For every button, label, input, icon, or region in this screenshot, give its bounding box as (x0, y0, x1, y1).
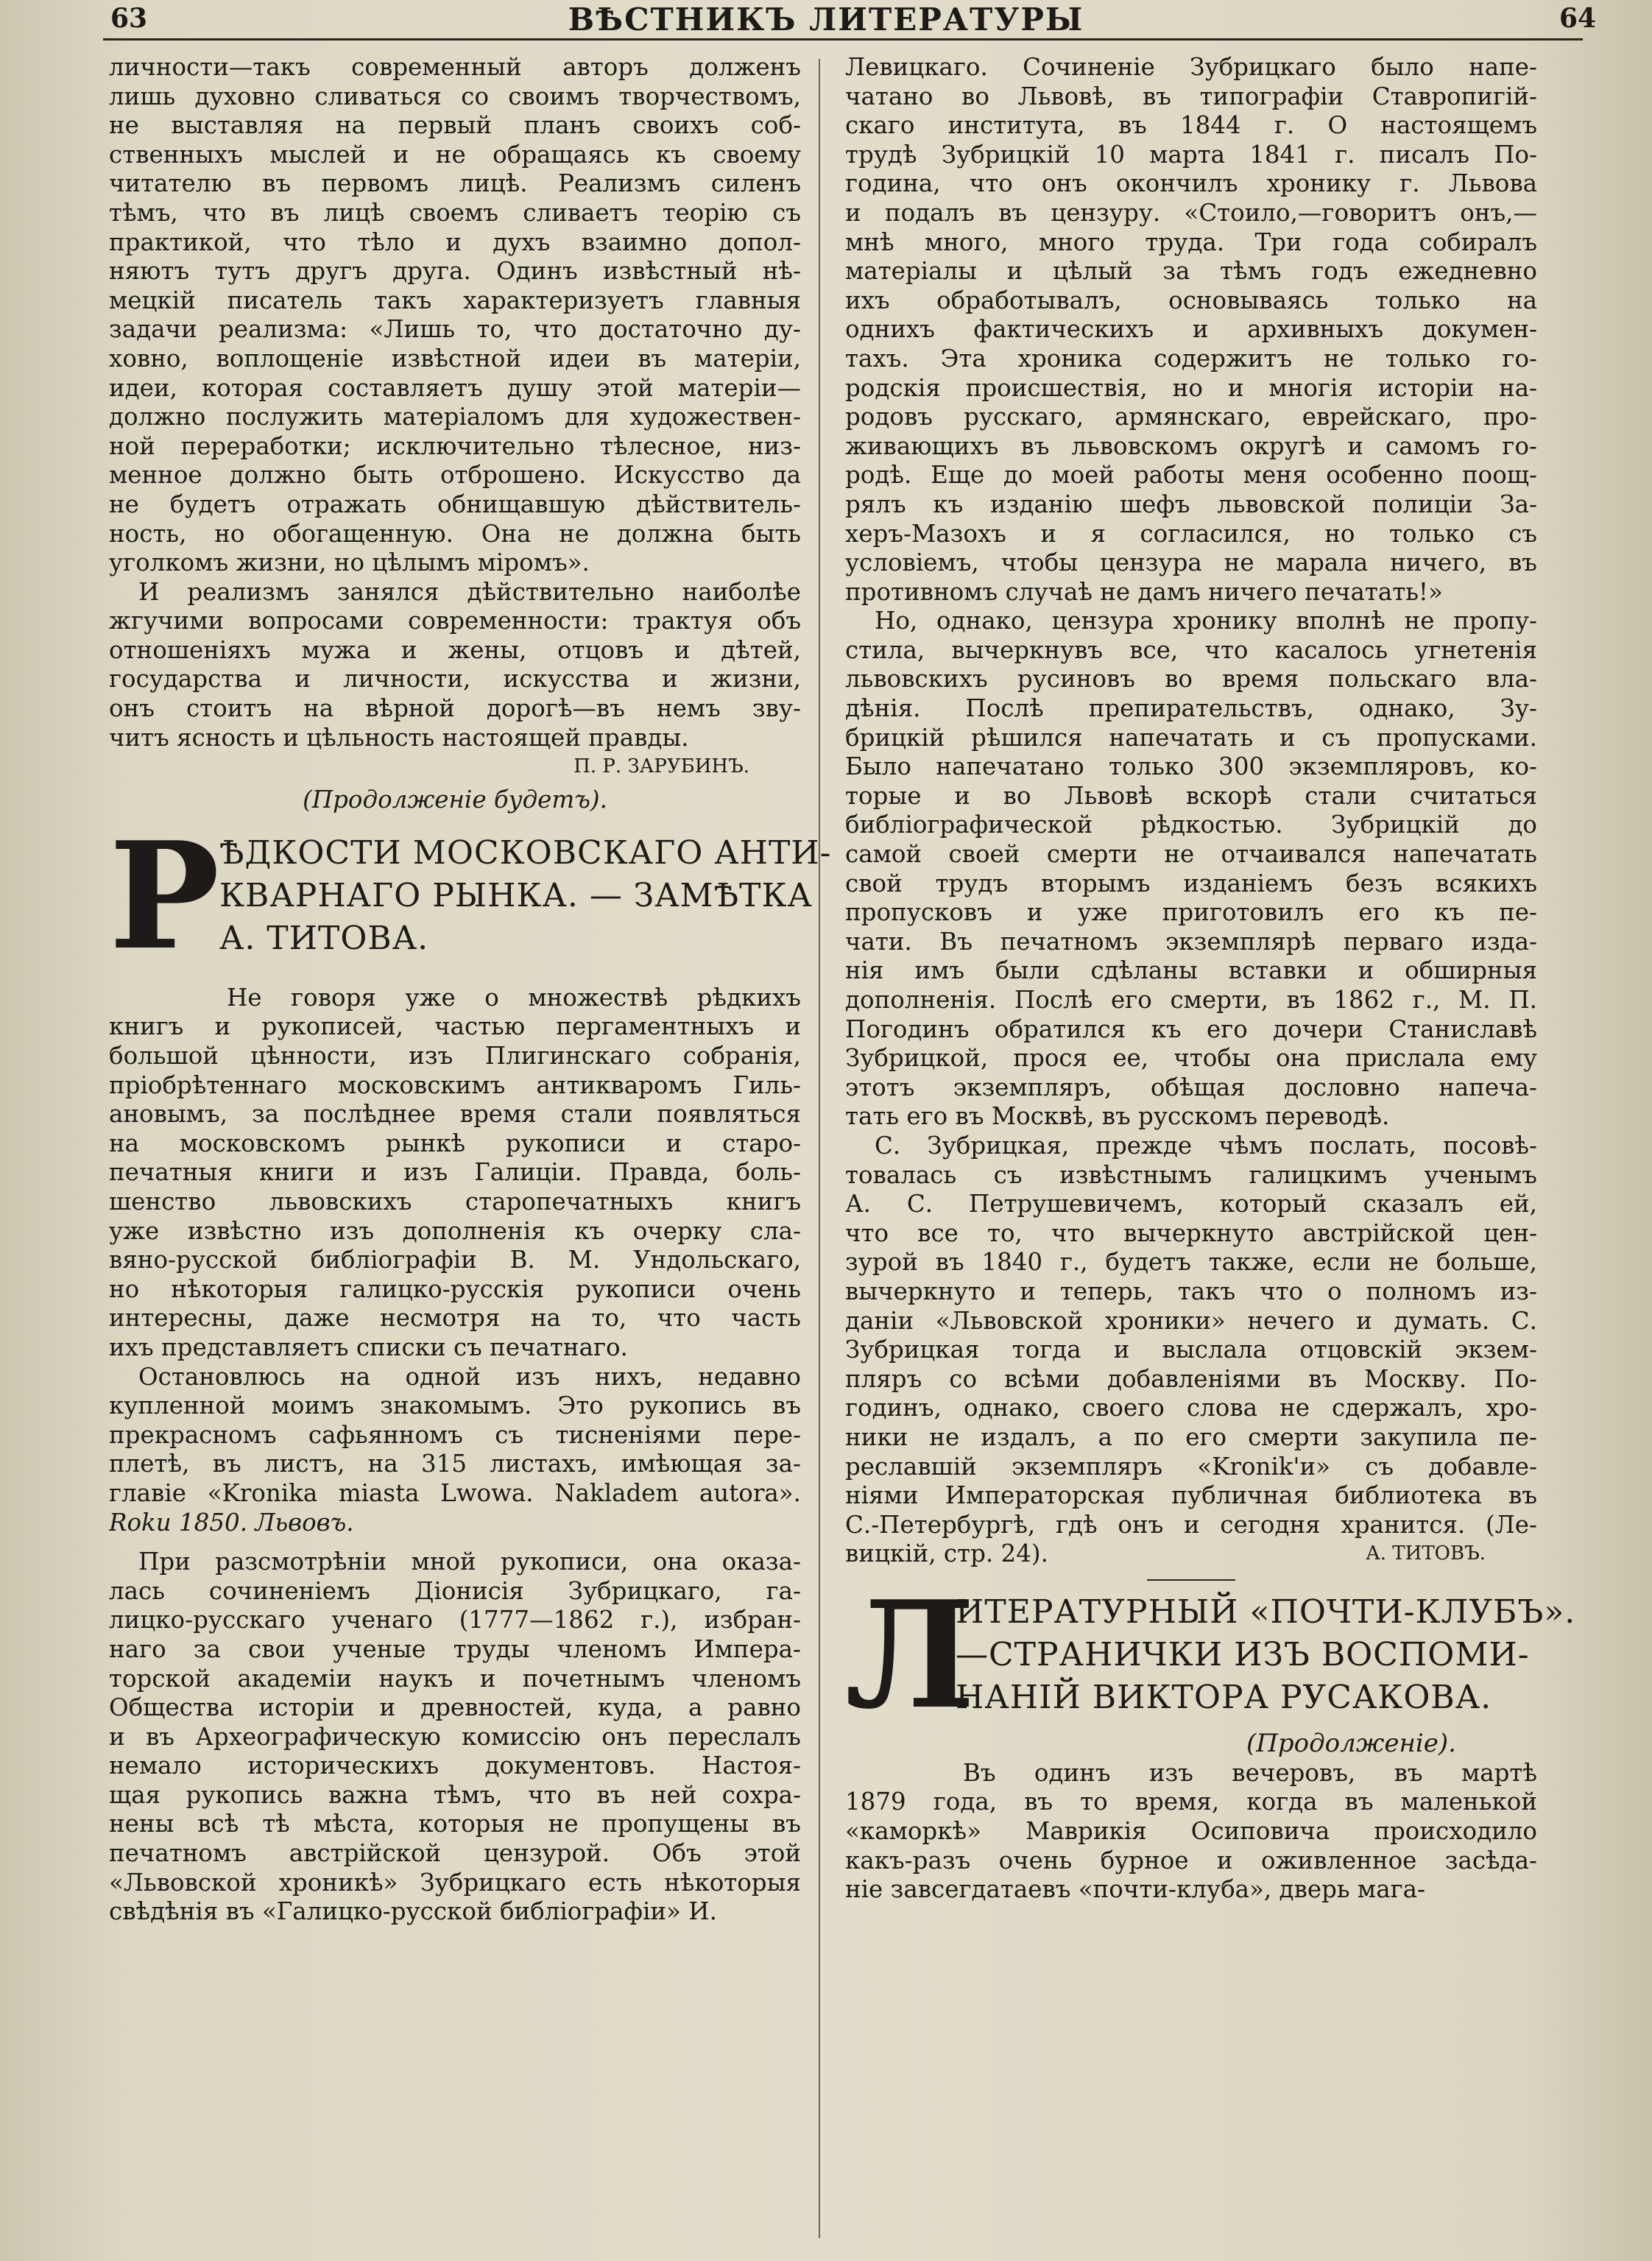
titov-article (109, 809, 832, 1927)
text-line: Въ одинъ изъ вечеровъ, въ мартѣ (963, 1758, 1537, 1787)
left-column (109, 53, 832, 1927)
text-line: самой своей смерти не отчаивался напечатать (845, 840, 1537, 869)
text-line: Левицкаго. Сочиненіе Зубрицкаго было напе- (845, 53, 1537, 81)
text-line: щая рукопись важна тѣмъ, что въ ней сохра- (109, 1780, 801, 1809)
text-line: трудѣ Зубрицкій 10 марта 1841 г. писалъ По- (845, 140, 1537, 169)
text-line: жгучими вопросами современности: трактуя объ (109, 607, 801, 635)
text-line: Было напечатано только 300 экземпляровъ, ко- (845, 752, 1537, 781)
text-line: И реализмъ занялся дѣйствительно наиболѣе (138, 577, 801, 606)
text-line: и въ Археографическую комиссію онъ переслалъ (109, 1722, 801, 1751)
text-line: шенство львовскихъ старопечатныхъ книгъ (109, 1188, 801, 1216)
text-line: Общества исторіи и древностей, куда, а равно (109, 1693, 801, 1722)
text-line: Зубрицкой, прося ее, чтобы она прислала ему (845, 1044, 1537, 1073)
text-line: годинъ, однако, своего слова не сдержалъ, хро- (845, 1394, 1537, 1422)
text-line: скаго института, въ 1844 г. О настоящемъ (845, 111, 1537, 140)
text-line: онъ стоитъ на вѣрной дорогѣ—въ немъ зву- (109, 694, 801, 723)
text-line: вычеркнуто и теперь, такъ что о полномъ из- (845, 1277, 1537, 1305)
text-line: печатномъ австрійской цензурой. Объ этой (109, 1839, 801, 1868)
text-line: однихъ фактическихъ и архивныхъ докумен- (845, 315, 1537, 344)
text-line: мецкій писатель такъ характеризуетъ главныя (109, 286, 801, 314)
text-line: С.-Петербургѣ, гдѣ онъ и сегодня хранится. (Ле- (845, 1510, 1537, 1539)
text-line: условіемъ, чтобы цензура не марала ничего, въ (845, 549, 1537, 577)
text-line: библіографической рѣдкостью. Зубрицкій до (845, 811, 1537, 839)
text-line: печатныя книги и изъ Галиціи. Правда, боль- (109, 1158, 801, 1187)
text-line: не будетъ отражать обнищавшую дѣйствитель- (109, 490, 801, 518)
text-line: Не говоря уже о множествѣ рѣдкихъ (227, 983, 801, 1012)
text-line: ніе завсегдатаевъ «почти-клуба», дверь мага- (845, 1875, 1425, 1904)
title-line: НАНІЙ ВИКТОРА РУСАКОВА. (956, 1678, 1492, 1716)
text-line: година, что онъ окончилъ хронику г. Львова (845, 169, 1537, 198)
text-line: зурой въ 1840 г., будетъ также, если не больше, (845, 1248, 1537, 1277)
text-line: чати. Въ печатномъ экземплярѣ перваго изда- (845, 927, 1537, 956)
text-line: 1879 года, въ то время, когда въ маленькой (845, 1788, 1537, 1816)
paragraph (109, 1548, 801, 1927)
text-line: этотъ экземпляръ, обѣщая дословно напеча- (845, 1073, 1537, 1101)
text-line: Зубрицкая тогда и выслала отцовскій экзем- (845, 1336, 1537, 1364)
text-line: немало историческихъ документовъ. Настоя- (109, 1752, 801, 1780)
text-line: даніи «Львовской хроники» нечего и думать. С. (845, 1306, 1537, 1335)
text-line: отношеніяхъ мужа и жены, отцовъ и дѣтей, (109, 635, 801, 664)
paragraph (109, 984, 801, 1363)
text-line: менное должно быть отброшено. Искусство да (109, 461, 801, 490)
text-line: дѣнія. Послѣ препирательствъ, однако, Зу- (845, 694, 1537, 723)
text-line: лицко-русскаго ученаго (1777—1862 г.), избран- (109, 1606, 801, 1634)
text-line: читателю въ первомъ лицѣ. Реализмъ силенъ (109, 169, 801, 198)
text-line: читъ ясность и цѣльность настоящей правды. (109, 723, 689, 752)
text-line: няютъ тутъ другъ друга. Одинъ извѣстный нѣ- (109, 257, 801, 286)
text-line: родовъ русскаго, армянскаго, еврейскаго, про- (845, 403, 1537, 431)
text-line: А. С. Петрушевичемъ, который сказалъ ей, (845, 1190, 1537, 1218)
text-line: ховно, воплощеніе извѣстной идеи въ матеріи, (109, 344, 801, 373)
title-line: КВАРНАГО РЫНКА. — ЗАМѢТКА (219, 876, 813, 914)
drop-cap: Р (109, 809, 220, 983)
text-line: ной переработки; исключительно тѣлесное, низ- (109, 431, 801, 460)
author-signature: П. Р. ЗАРУБИНЪ. (573, 755, 749, 778)
paragraph (845, 1759, 1537, 1905)
text-line: главіе «Kronika miasta Lwowa. Nakladem autora». (109, 1478, 801, 1507)
text-line: пропусковъ и уже приготовилъ его къ пе- (845, 898, 1537, 927)
text-line: торской академіи наукъ и почетнымъ членомъ (109, 1664, 801, 1693)
text-line: матеріалы и цѣлый за тѣмъ годъ ежедневно (845, 257, 1537, 286)
paragraph (845, 1132, 1537, 1569)
text-line: ихъ представляетъ списки съ печатнаго. (109, 1333, 628, 1361)
text-line: мнѣ много, много труда. Три года собиралъ (845, 227, 1537, 256)
text-line: Остановлюсь на одной изъ нихъ, недавно (138, 1362, 801, 1391)
running-head (0, 0, 1652, 44)
text-line: не выставляя на первый планъ своихъ соб- (109, 111, 801, 140)
text-line: на московскомъ рынкѣ рукописи и старо- (109, 1129, 801, 1157)
text-line: Погодинъ обратился къ его дочери Станиславѣ (845, 1015, 1537, 1043)
text-line: брицкій рѣшился напечатать и съ пропусками. (845, 723, 1537, 752)
text-line: уже извѣстно изъ дополненія къ очерку сла- (109, 1216, 801, 1245)
text-line: практикой, что тѣло и духъ взаимно допол- (109, 227, 801, 256)
author-signature: А. ТИТОВЪ. (1366, 1542, 1486, 1565)
text-line: дополненія. Послѣ его смерти, въ 1862 г., М. П. (845, 986, 1537, 1014)
text-line: задачи реализма: «Лишь то, что достаточно ду- (109, 315, 801, 344)
text-line: нены всѣ тѣ мѣста, которыя не пропущены въ (109, 1810, 801, 1838)
text-line: «Львовской хроникѣ» Зубрицкаго есть нѣкоторыя (109, 1868, 801, 1897)
text-line: прекрасномъ сафьянномъ съ тисненіями пере- (109, 1420, 801, 1449)
text-line: Но, однако, цензура хронику вполнѣ не пропу- (875, 607, 1537, 635)
text-line: и подалъ въ цензуру. «Стоило,—говоритъ онъ,— (845, 198, 1537, 227)
title-line: А. ТИТОВА. (219, 919, 429, 957)
zarubin-article-end (109, 53, 801, 817)
text-line: большой цѣнности, изъ Плигинскаго собранія, (109, 1042, 801, 1070)
rusakov-article (845, 1568, 1576, 1905)
text-line: пляръ со всѣми добавленіями въ Москву. По- (845, 1364, 1537, 1393)
text-line: стила, вычеркнувъ все, что касалось угнетенія (845, 635, 1537, 664)
text-line: должно послужить матеріаломъ для художествен- (109, 403, 801, 431)
text-line: но нѣкоторыя галицко-русскія рукописи очень (109, 1274, 801, 1303)
article-title (845, 1568, 1576, 1742)
continued-note: (Продолженіе будетъ). (303, 785, 607, 814)
text-line: пріобрѣтеннаго московскимъ антикваромъ Гиль- (109, 1070, 801, 1099)
text-line: государства и личности, искусства и жизни, (109, 665, 801, 694)
section-separator (1147, 1579, 1235, 1581)
text-line: ники не издалъ, а по его смерти закупила пе- (845, 1422, 1537, 1451)
text-line: тать его въ Москвѣ, въ русскомъ переводѣ. (845, 1102, 1390, 1131)
right-column (845, 53, 1576, 1905)
titov-article-continued (845, 53, 1537, 1569)
text-line: лишь духовно сливаться со своимъ творчествомъ, (109, 82, 801, 110)
text-line: чатано во Львовѣ, въ типографіи Ставропигій- (845, 82, 1537, 110)
page-number-right: 64 (1559, 3, 1597, 34)
text-line: ность, но обогащенную. Она не должна быть (109, 519, 801, 548)
paragraph (845, 53, 1537, 607)
text-line: ніями Императорская публичная библиотека въ (845, 1481, 1537, 1510)
text-line: реславшій экземпляръ «Kronik'и» съ добавле- (845, 1452, 1537, 1481)
text-line: уголкомъ жизни, но цѣлымъ міромъ». (109, 549, 590, 577)
text-line: С. Зубрицкая, прежде чѣмъ послать, посовѣ- (875, 1131, 1537, 1160)
header-rule (103, 38, 1583, 40)
text-line: родѣ. Еще до моей работы меня особенно поощ- (845, 461, 1537, 490)
text-line: рялъ къ изданію шефъ львовской полиціи За- (845, 490, 1537, 518)
text-line: лась сочиненіемъ Діонисія Зубрицкаго, га- (109, 1576, 801, 1605)
article-title (109, 809, 832, 984)
text-line: интересны, даже несмотря на то, что часть (109, 1304, 801, 1333)
text-line: тѣмъ, что въ лицѣ своемъ сливаетъ теорію съ (109, 198, 801, 227)
text-line: товалась съ извѣстнымъ галицкимъ ученымъ (845, 1160, 1537, 1189)
title-line: ѢДКОСТИ МОСКОВСКАГО АНТИ- (219, 833, 832, 872)
text-line: тахъ. Эта хроника содержитъ не только го- (845, 344, 1537, 373)
text-line: «каморкѣ» Маврикія Осиповича происходило (845, 1817, 1537, 1846)
text-line: противномъ случаѣ не дамъ ничего печатать!» (845, 577, 1443, 606)
text-line: родскія происшествія, но и многія исторіи на- (845, 373, 1537, 402)
text-line: ановымъ, за послѣднее время стали появляться (109, 1100, 801, 1129)
continued-note: (Продолженіе). (1246, 1728, 1456, 1758)
text-line: вицкій, стр. 24). (845, 1539, 1048, 1568)
page-number-left: 63 (110, 3, 148, 34)
text-line: вяно-русской библіографіи В. М. Ундольскаго, (109, 1246, 801, 1274)
text-line: Roku 1850. Львовъ. (109, 1508, 354, 1537)
paragraph (109, 53, 801, 578)
text-line: ихъ обработывалъ, основываясь только на (845, 286, 1537, 314)
text-line: живающихъ въ львовскомъ округѣ и самомъ го- (845, 431, 1537, 460)
column-divider (819, 59, 820, 2238)
text-line: личности—такъ современный авторъ долженъ (109, 53, 801, 81)
text-line: При разсмотрѣніи мной рукописи, она оказа- (138, 1548, 801, 1576)
text-line: торые и во Львовѣ вскорѣ стали считаться (845, 781, 1537, 810)
text-line: свѣдѣнія въ «Галицко-русской библіографіи» И. (109, 1897, 717, 1926)
text-line: херъ-Мазохъ и я согласился, но только съ (845, 519, 1537, 548)
title-line: —СТРАНИЧКИ ИЗЪ ВОСПОМИ- (956, 1635, 1530, 1673)
text-line: какъ-разъ очень бурное и оживленное засѣда- (845, 1846, 1537, 1874)
text-line: плетѣ, въ листъ, на 315 листахъ, имѣющая за- (109, 1450, 801, 1478)
text-line: ственныхъ мыслей и не обращаясь къ своему (109, 140, 801, 169)
paragraph (845, 607, 1537, 1132)
text-line: идеи, которая составляетъ душу этой матеріи— (109, 373, 801, 402)
text-line: что все то, что вычеркнуто австрійской цен- (845, 1218, 1537, 1247)
text-line: книгъ и рукописей, частью пергаментныхъ и (109, 1012, 801, 1041)
text-line: свой трудъ вторымъ изданіемъ безъ всякихъ (845, 869, 1537, 897)
text-line: львовскихъ русиновъ во время польскаго вла- (845, 665, 1537, 694)
paragraph (109, 578, 801, 753)
paragraph (109, 1363, 801, 1538)
title-line: ИТЕРАТУРНЫЙ «ПОЧТИ-КЛУБЪ». (956, 1592, 1576, 1631)
text-line: купленной моимъ знакомымъ. Это рукопись въ (109, 1391, 801, 1420)
drop-cap: Л (845, 1568, 975, 1742)
text-line: наго за свои ученые труды членомъ Импера- (109, 1634, 801, 1663)
journal-title: ВѢСТНИКЪ ЛИТЕРАТУРЫ (568, 1, 1084, 38)
text-line: нія имъ были сдѣланы вставки и обширныя (845, 956, 1537, 985)
